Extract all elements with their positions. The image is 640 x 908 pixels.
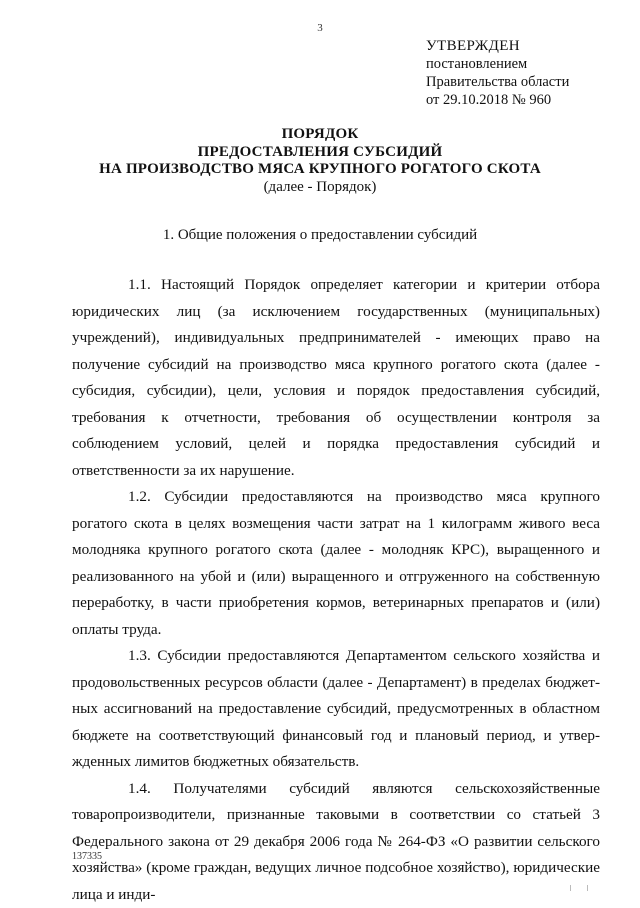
page-number: 3 — [0, 22, 640, 34]
title-subtitle: (далее - Порядок) — [0, 179, 640, 197]
paragraph: 1.1. Настоящий Порядок определяет категории и критерии отбора юридических лиц (за исключением государственных (муниципальных) учреждений), индивидуальных предпринимателей - имеющих право на получение субсидий на производство мяса крупного рогатого скота (далее - субсидия, субсидии), цели, условия и порядок предоставления субсидий, требования к отчетности, требования об осуществлении контроля за соблюдением условий, целей и порядка предоставления субсидий и ответственности за их нарушение. — [72, 272, 600, 484]
title-line: НА ПРОИЗВОДСТВО МЯСА КРУПНОГО РОГАТОГО СКОТА — [0, 161, 640, 179]
paragraph: 1.2. Субсидии предоставляются на производство мяса крупного рогатого скота в целях возмещения части затрат на 1 килограмм живого веса молодняка крупного рогатого скота (далее - молодняк КРС), выращенного и реализованного на убой и (или) выращенного и отгруженного на собственную переработку, в части приобретения кормов, ветеринарных препаратов и (или) оплаты труда. — [72, 484, 600, 643]
approval-line: постановлением — [426, 55, 569, 73]
footer-code: 137335 — [72, 851, 102, 862]
title-line: ПРЕДОСТАВЛЕНИЯ СУБСИДИЙ — [0, 144, 640, 162]
approval-stamp — [426, 37, 569, 109]
document-title — [0, 126, 640, 196]
paragraph: 1.3. Субсидии предоставляются Департаментом сельского хозяйства и продовольственных ресурсов области (далее - Департамент) в пределах бюджетных ассигнований на предоставление субсидий, предусмотренных в областном бюджете на соответствующий финансовый год и плановый период, и утвержденных лимитов бюджетных обязательств. — [72, 643, 600, 776]
approval-title: УТВЕРЖДЕН — [426, 37, 569, 55]
section-heading: 1. Общие положения о предоставлении субсидий — [0, 227, 640, 244]
document-body — [72, 272, 600, 908]
paragraph: 1.4. Получателями субсидий являются сельскохозяйственные товаропроизводители, признанные таковыми в соответствии со статьей 3 Федерального закона от 29 декабря 2006 года № 264-ФЗ «О развитии сельского хозяйства» (кроме граждан, ведущих личное подсобное хозяйство), юридические лица и инди- — [72, 776, 600, 908]
approval-line: Правительства области — [426, 73, 569, 91]
approval-date-line: от 29.10.2018 № 960 — [426, 91, 569, 109]
scan-artifact — [570, 885, 588, 891]
title-line: ПОРЯДОК — [0, 126, 640, 144]
